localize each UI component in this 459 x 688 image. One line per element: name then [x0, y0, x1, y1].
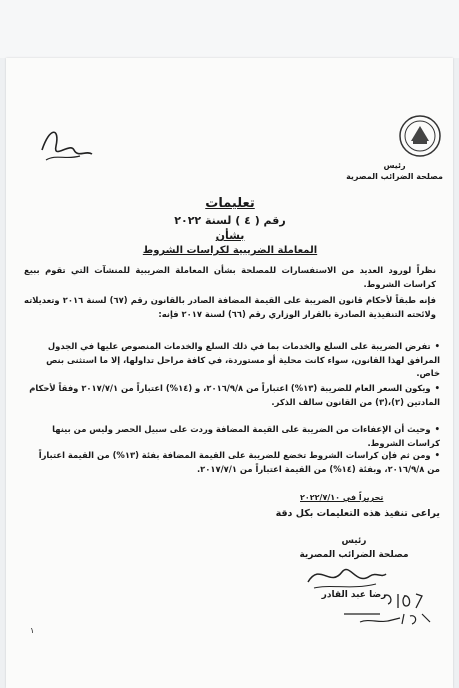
document-subject: المعاملة الضريبية لكراسات الشروط: [142, 245, 318, 256]
signatory-org: مصلحة الضرائب المصرية: [299, 550, 409, 560]
initials-signature: [36, 120, 96, 168]
tax-authority-logo: [398, 114, 442, 158]
instruction-number: رقم ( ٤ ) لسنة ٢٠٢٢: [174, 214, 286, 227]
org-header: [346, 160, 443, 182]
signatory-title: رئيس: [341, 536, 367, 546]
org-header-name: مصلحة الضرائب المصرية: [346, 172, 443, 181]
document-title: تعليمات: [205, 196, 255, 211]
list-item: • وحيث أن الإعفاءات من الضريبة على القيمة المضافة وردت على سبيل الحصر وليس من بينها كراسات الشروط.: [24, 423, 440, 450]
handwritten-date-note: [340, 588, 440, 628]
issue-date: تحريراً في ٢٠٢٢/٧/١٠: [300, 493, 384, 502]
top-band: [0, 0, 459, 58]
list-item: • ومن ثم فإن كراسات الشروط تخضع للضريبة على القيمة المضافة بفئة (١٣%) من القيمة اعتباراً من ٢٠١٦/٩/٨، وبفئة (١٤%) من القيمة اعتباراً من ٢٠١٧/٧/١.: [24, 449, 440, 476]
page-number: ١: [30, 626, 35, 635]
list-item: • تفرض الضريبة على السلع والخدمات بما في ذلك السلع والخدمات المنصوص عليها في الجدول المرافق لهذا القانون، سواء كانت محلية أو مستوردة، في كافة مراحل تداولها، إلا ما استثنى بنص خاص.: [24, 340, 440, 381]
regarding-label: بشأن: [215, 229, 245, 242]
legal-basis-paragraph: فإنه طبقاً لأحكام قانون الضريبة على القيمة المضافة الصادر بالقانون رقم (٦٧) لسنة ٢٠١٦ وتعديلاته ولائحته التنفيذية الصادرة بالقرار الوزاري رقم (٦٦) لسنة ٢٠١٧ فإنه:: [24, 295, 436, 319]
list-item: • ويكون السعر العام للضريبة (١٣%) اعتباراً من ٢٠١٦/٩/٨، و (١٤%) اعتباراً من ٢٠١٧/٧/١ وفقاً لأحكام المادتين (٢)،(٣) من القانون سالف الذكر.: [24, 382, 440, 409]
signatory-name: رضا عبد القادر: [321, 590, 387, 600]
closing-instruction: يراعى تنفيذ هذه التعليمات بكل دقة: [275, 508, 440, 519]
intro-paragraph: نظراً لورود العديد من الاستفسارات للمصلحة بشأن المعاملة الضريبية للمنشآت التي تقوم ببيع كراسات الشروط.: [24, 265, 436, 289]
org-header-title: رئيس: [383, 161, 406, 170]
